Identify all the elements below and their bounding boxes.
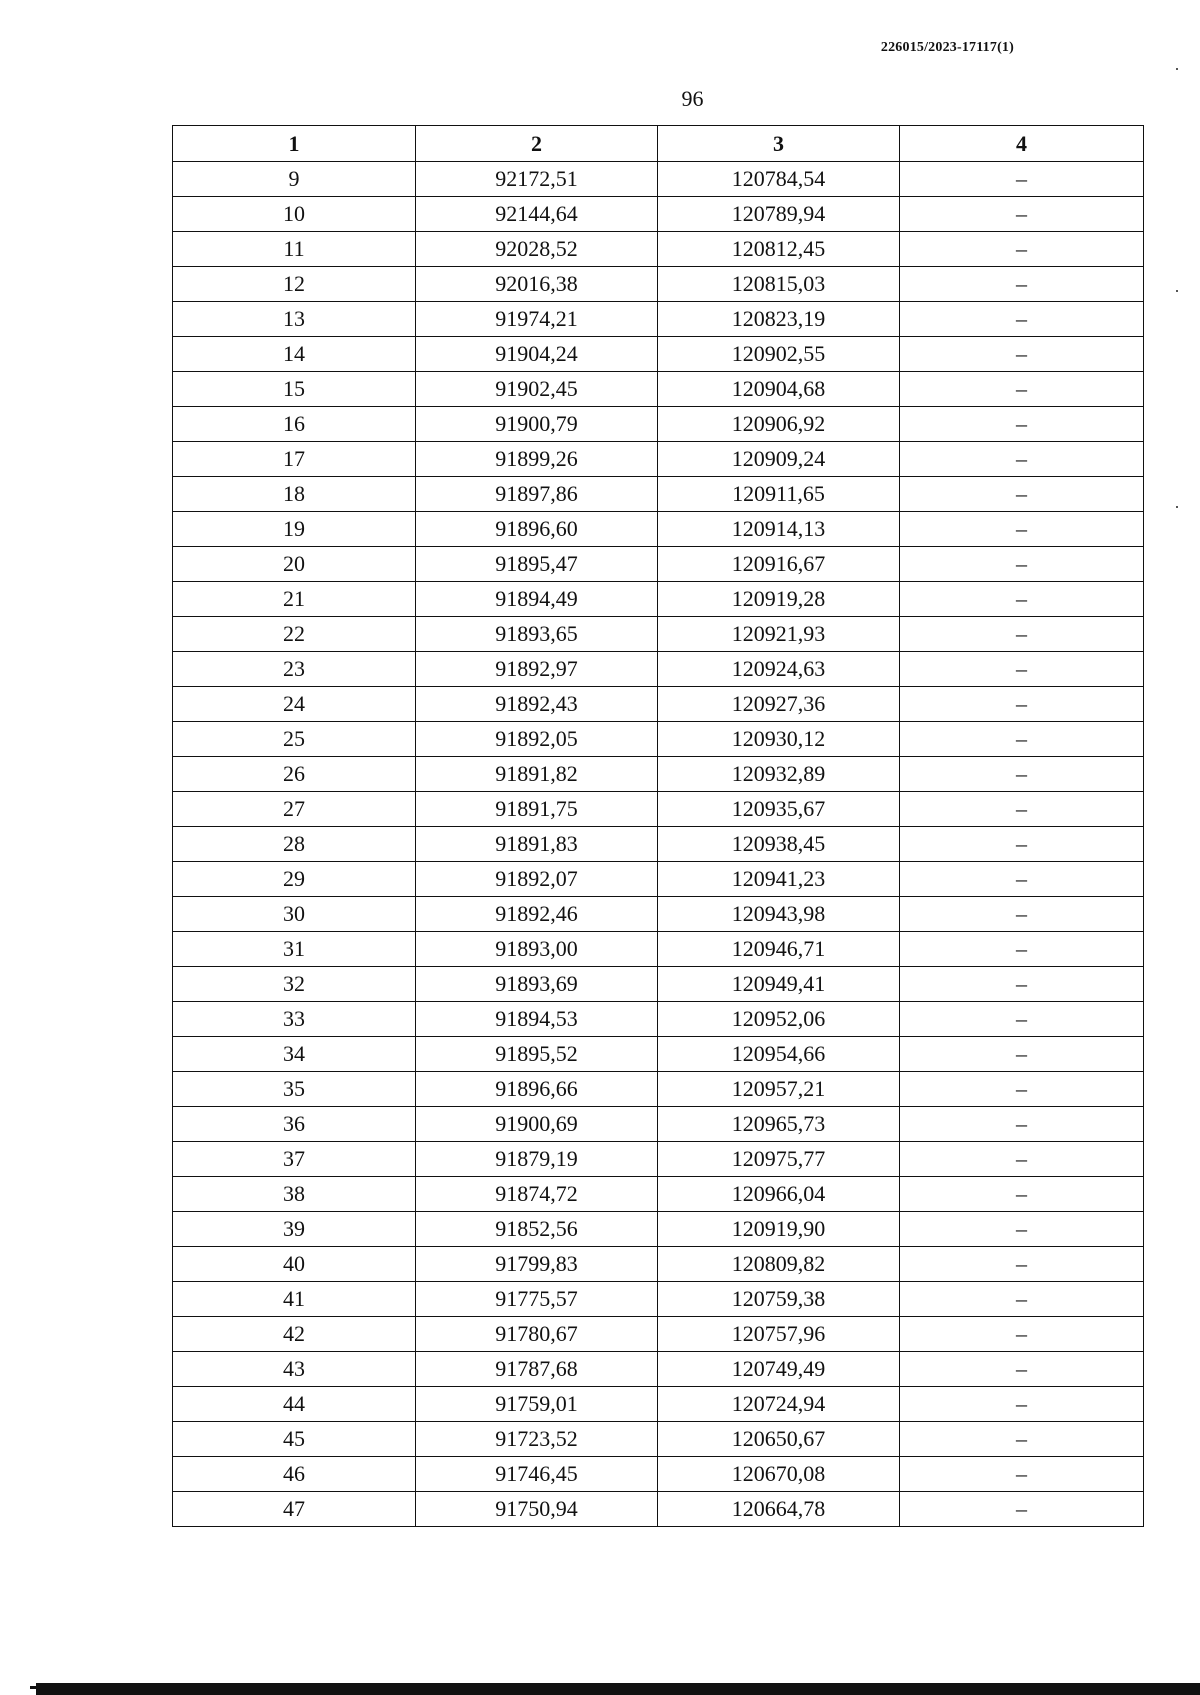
x-coordinate-cell: 91893,69 bbox=[416, 967, 658, 1002]
x-coordinate-cell: 91900,79 bbox=[416, 407, 658, 442]
x-coordinate-cell: 91759,01 bbox=[416, 1387, 658, 1422]
x-coordinate-cell: 91750,94 bbox=[416, 1492, 658, 1527]
table-row bbox=[173, 1072, 1144, 1107]
point-number-cell: 45 bbox=[173, 1422, 416, 1457]
coordinates-table bbox=[172, 125, 1144, 1527]
point-number-cell: 46 bbox=[173, 1457, 416, 1492]
y-coordinate-cell: 120823,19 bbox=[658, 302, 900, 337]
y-coordinate-cell: 120757,96 bbox=[658, 1317, 900, 1352]
y-coordinate-cell: 120670,08 bbox=[658, 1457, 900, 1492]
column-4-cell: – bbox=[900, 547, 1144, 582]
point-number-cell: 37 bbox=[173, 1142, 416, 1177]
table-row bbox=[173, 512, 1144, 547]
table-row bbox=[173, 757, 1144, 792]
x-coordinate-cell: 91787,68 bbox=[416, 1352, 658, 1387]
x-coordinate-cell: 91896,60 bbox=[416, 512, 658, 547]
table-row bbox=[173, 407, 1144, 442]
y-coordinate-cell: 120916,67 bbox=[658, 547, 900, 582]
y-coordinate-cell: 120902,55 bbox=[658, 337, 900, 372]
table-row bbox=[173, 267, 1144, 302]
y-coordinate-cell: 120919,90 bbox=[658, 1212, 900, 1247]
table-row bbox=[173, 582, 1144, 617]
column-header-2: 2 bbox=[416, 126, 658, 162]
point-number-cell: 43 bbox=[173, 1352, 416, 1387]
point-number-cell: 14 bbox=[173, 337, 416, 372]
column-4-cell: – bbox=[900, 1492, 1144, 1527]
table-row bbox=[173, 722, 1144, 757]
column-4-cell: – bbox=[900, 407, 1144, 442]
x-coordinate-cell: 91891,83 bbox=[416, 827, 658, 862]
y-coordinate-cell: 120650,67 bbox=[658, 1422, 900, 1457]
point-number-cell: 44 bbox=[173, 1387, 416, 1422]
column-4-cell: – bbox=[900, 442, 1144, 477]
table-row bbox=[173, 652, 1144, 687]
point-number-cell: 17 bbox=[173, 442, 416, 477]
column-4-cell: – bbox=[900, 302, 1144, 337]
column-4-cell: – bbox=[900, 582, 1144, 617]
table-row bbox=[173, 302, 1144, 337]
y-coordinate-cell: 120789,94 bbox=[658, 197, 900, 232]
table-row bbox=[173, 1422, 1144, 1457]
x-coordinate-cell: 91893,65 bbox=[416, 617, 658, 652]
document-id: 226015/2023-17117(1) bbox=[880, 40, 1014, 55]
y-coordinate-cell: 120952,06 bbox=[658, 1002, 900, 1037]
table-row bbox=[173, 792, 1144, 827]
table-row bbox=[173, 162, 1144, 197]
x-coordinate-cell: 91723,52 bbox=[416, 1422, 658, 1457]
table-body bbox=[173, 162, 1144, 1527]
x-coordinate-cell: 91892,97 bbox=[416, 652, 658, 687]
table-row bbox=[173, 617, 1144, 652]
x-coordinate-cell: 91893,00 bbox=[416, 932, 658, 967]
table-row bbox=[173, 1037, 1144, 1072]
y-coordinate-cell: 120724,94 bbox=[658, 1387, 900, 1422]
point-number-cell: 36 bbox=[173, 1107, 416, 1142]
x-coordinate-cell: 91775,57 bbox=[416, 1282, 658, 1317]
point-number-cell: 28 bbox=[173, 827, 416, 862]
y-coordinate-cell: 120914,13 bbox=[658, 512, 900, 547]
y-coordinate-cell: 120938,45 bbox=[658, 827, 900, 862]
y-coordinate-cell: 120935,67 bbox=[658, 792, 900, 827]
column-4-cell: – bbox=[900, 1352, 1144, 1387]
x-coordinate-cell: 91896,66 bbox=[416, 1072, 658, 1107]
point-number-cell: 13 bbox=[173, 302, 416, 337]
y-coordinate-cell: 120924,63 bbox=[658, 652, 900, 687]
column-4-cell: – bbox=[900, 1282, 1144, 1317]
point-number-cell: 39 bbox=[173, 1212, 416, 1247]
table-row bbox=[173, 1457, 1144, 1492]
point-number-cell: 32 bbox=[173, 967, 416, 1002]
column-4-cell: – bbox=[900, 512, 1144, 547]
table-row bbox=[173, 862, 1144, 897]
table-row bbox=[173, 687, 1144, 722]
point-number-cell: 19 bbox=[173, 512, 416, 547]
point-number-cell: 16 bbox=[173, 407, 416, 442]
scan-bottom-border bbox=[36, 1683, 1200, 1695]
point-number-cell: 9 bbox=[173, 162, 416, 197]
x-coordinate-cell: 91879,19 bbox=[416, 1142, 658, 1177]
table-row bbox=[173, 1282, 1144, 1317]
column-header-4: 4 bbox=[900, 126, 1144, 162]
x-coordinate-cell: 91852,56 bbox=[416, 1212, 658, 1247]
table-row bbox=[173, 197, 1144, 232]
table-row bbox=[173, 477, 1144, 512]
point-number-cell: 34 bbox=[173, 1037, 416, 1072]
point-number-cell: 10 bbox=[173, 197, 416, 232]
column-4-cell: – bbox=[900, 757, 1144, 792]
point-number-cell: 26 bbox=[173, 757, 416, 792]
table-row bbox=[173, 1002, 1144, 1037]
y-coordinate-cell: 120932,89 bbox=[658, 757, 900, 792]
table-row bbox=[173, 1212, 1144, 1247]
x-coordinate-cell: 91780,67 bbox=[416, 1317, 658, 1352]
column-4-cell: – bbox=[900, 1317, 1144, 1352]
y-coordinate-cell: 120749,49 bbox=[658, 1352, 900, 1387]
x-coordinate-cell: 91904,24 bbox=[416, 337, 658, 372]
point-number-cell: 18 bbox=[173, 477, 416, 512]
x-coordinate-cell: 92016,38 bbox=[416, 267, 658, 302]
y-coordinate-cell: 120904,68 bbox=[658, 372, 900, 407]
point-number-cell: 27 bbox=[173, 792, 416, 827]
scan-speck bbox=[1176, 68, 1178, 70]
column-4-cell: – bbox=[900, 197, 1144, 232]
point-number-cell: 22 bbox=[173, 617, 416, 652]
table-row bbox=[173, 1387, 1144, 1422]
point-number-cell: 41 bbox=[173, 1282, 416, 1317]
x-coordinate-cell: 91974,21 bbox=[416, 302, 658, 337]
y-coordinate-cell: 120943,98 bbox=[658, 897, 900, 932]
y-coordinate-cell: 120941,23 bbox=[658, 862, 900, 897]
column-4-cell: – bbox=[900, 687, 1144, 722]
x-coordinate-cell: 91895,52 bbox=[416, 1037, 658, 1072]
point-number-cell: 31 bbox=[173, 932, 416, 967]
column-4-cell: – bbox=[900, 1037, 1144, 1072]
x-coordinate-cell: 91892,07 bbox=[416, 862, 658, 897]
x-coordinate-cell: 91891,75 bbox=[416, 792, 658, 827]
point-number-cell: 21 bbox=[173, 582, 416, 617]
column-header-1: 1 bbox=[173, 126, 416, 162]
point-number-cell: 29 bbox=[173, 862, 416, 897]
scan-speck bbox=[1176, 290, 1178, 292]
column-4-cell: – bbox=[900, 1247, 1144, 1282]
column-4-cell: – bbox=[900, 337, 1144, 372]
y-coordinate-cell: 120919,28 bbox=[658, 582, 900, 617]
column-4-cell: – bbox=[900, 792, 1144, 827]
y-coordinate-cell: 120966,04 bbox=[658, 1177, 900, 1212]
y-coordinate-cell: 120809,82 bbox=[658, 1247, 900, 1282]
table-row bbox=[173, 1317, 1144, 1352]
column-header-3: 3 bbox=[658, 126, 900, 162]
table-row bbox=[173, 1492, 1144, 1527]
x-coordinate-cell: 91897,86 bbox=[416, 477, 658, 512]
column-4-cell: – bbox=[900, 1212, 1144, 1247]
column-4-cell: – bbox=[900, 1107, 1144, 1142]
column-4-cell: – bbox=[900, 967, 1144, 1002]
point-number-cell: 24 bbox=[173, 687, 416, 722]
point-number-cell: 38 bbox=[173, 1177, 416, 1212]
x-coordinate-cell: 91892,46 bbox=[416, 897, 658, 932]
point-number-cell: 23 bbox=[173, 652, 416, 687]
y-coordinate-cell: 120906,92 bbox=[658, 407, 900, 442]
point-number-cell: 42 bbox=[173, 1317, 416, 1352]
table-row bbox=[173, 1247, 1144, 1282]
column-4-cell: – bbox=[900, 617, 1144, 652]
y-coordinate-cell: 120911,65 bbox=[658, 477, 900, 512]
column-4-cell: – bbox=[900, 372, 1144, 407]
page-number: 96 bbox=[681, 86, 704, 111]
y-coordinate-cell: 120921,93 bbox=[658, 617, 900, 652]
x-coordinate-cell: 91892,43 bbox=[416, 687, 658, 722]
point-number-cell: 40 bbox=[173, 1247, 416, 1282]
y-coordinate-cell: 120975,77 bbox=[658, 1142, 900, 1177]
point-number-cell: 25 bbox=[173, 722, 416, 757]
x-coordinate-cell: 91892,05 bbox=[416, 722, 658, 757]
x-coordinate-cell: 92144,64 bbox=[416, 197, 658, 232]
table-row bbox=[173, 1352, 1144, 1387]
x-coordinate-cell: 91899,26 bbox=[416, 442, 658, 477]
y-coordinate-cell: 120815,03 bbox=[658, 267, 900, 302]
x-coordinate-cell: 91874,72 bbox=[416, 1177, 658, 1212]
column-4-cell: – bbox=[900, 1387, 1144, 1422]
y-coordinate-cell: 120930,12 bbox=[658, 722, 900, 757]
table-row bbox=[173, 442, 1144, 477]
table-row bbox=[173, 337, 1144, 372]
column-4-cell: – bbox=[900, 1002, 1144, 1037]
table-row bbox=[173, 372, 1144, 407]
column-4-cell: – bbox=[900, 862, 1144, 897]
point-number-cell: 35 bbox=[173, 1072, 416, 1107]
table-row bbox=[173, 1107, 1144, 1142]
x-coordinate-cell: 91900,69 bbox=[416, 1107, 658, 1142]
y-coordinate-cell: 120664,78 bbox=[658, 1492, 900, 1527]
x-coordinate-cell: 92172,51 bbox=[416, 162, 658, 197]
table-row bbox=[173, 1142, 1144, 1177]
y-coordinate-cell: 120759,38 bbox=[658, 1282, 900, 1317]
x-coordinate-cell: 91894,53 bbox=[416, 1002, 658, 1037]
x-coordinate-cell: 91902,45 bbox=[416, 372, 658, 407]
y-coordinate-cell: 120965,73 bbox=[658, 1107, 900, 1142]
x-coordinate-cell: 91894,49 bbox=[416, 582, 658, 617]
point-number-cell: 12 bbox=[173, 267, 416, 302]
x-coordinate-cell: 92028,52 bbox=[416, 232, 658, 267]
table-row bbox=[173, 897, 1144, 932]
point-number-cell: 33 bbox=[173, 1002, 416, 1037]
point-number-cell: 15 bbox=[173, 372, 416, 407]
column-4-cell: – bbox=[900, 652, 1144, 687]
table-row bbox=[173, 967, 1144, 1002]
point-number-cell: 47 bbox=[173, 1492, 416, 1527]
table-header-row bbox=[173, 126, 1144, 162]
column-4-cell: – bbox=[900, 1457, 1144, 1492]
table-row bbox=[173, 547, 1144, 582]
y-coordinate-cell: 120784,54 bbox=[658, 162, 900, 197]
column-4-cell: – bbox=[900, 932, 1144, 967]
column-4-cell: – bbox=[900, 232, 1144, 267]
column-4-cell: – bbox=[900, 477, 1144, 512]
point-number-cell: 11 bbox=[173, 232, 416, 267]
column-4-cell: – bbox=[900, 162, 1144, 197]
column-4-cell: – bbox=[900, 1072, 1144, 1107]
column-4-cell: – bbox=[900, 1177, 1144, 1212]
x-coordinate-cell: 91895,47 bbox=[416, 547, 658, 582]
y-coordinate-cell: 120812,45 bbox=[658, 232, 900, 267]
column-4-cell: – bbox=[900, 1422, 1144, 1457]
point-number-cell: 20 bbox=[173, 547, 416, 582]
y-coordinate-cell: 120927,36 bbox=[658, 687, 900, 722]
point-number-cell: 30 bbox=[173, 897, 416, 932]
column-4-cell: – bbox=[900, 1142, 1144, 1177]
column-4-cell: – bbox=[900, 897, 1144, 932]
x-coordinate-cell: 91799,83 bbox=[416, 1247, 658, 1282]
table-row bbox=[173, 1177, 1144, 1212]
column-4-cell: – bbox=[900, 722, 1144, 757]
table-row bbox=[173, 932, 1144, 967]
y-coordinate-cell: 120946,71 bbox=[658, 932, 900, 967]
x-coordinate-cell: 91746,45 bbox=[416, 1457, 658, 1492]
y-coordinate-cell: 120909,24 bbox=[658, 442, 900, 477]
column-4-cell: – bbox=[900, 267, 1144, 302]
y-coordinate-cell: 120954,66 bbox=[658, 1037, 900, 1072]
table-row bbox=[173, 232, 1144, 267]
scan-speck bbox=[1176, 506, 1178, 508]
table-row bbox=[173, 827, 1144, 862]
y-coordinate-cell: 120949,41 bbox=[658, 967, 900, 1002]
column-4-cell: – bbox=[900, 827, 1144, 862]
y-coordinate-cell: 120957,21 bbox=[658, 1072, 900, 1107]
x-coordinate-cell: 91891,82 bbox=[416, 757, 658, 792]
